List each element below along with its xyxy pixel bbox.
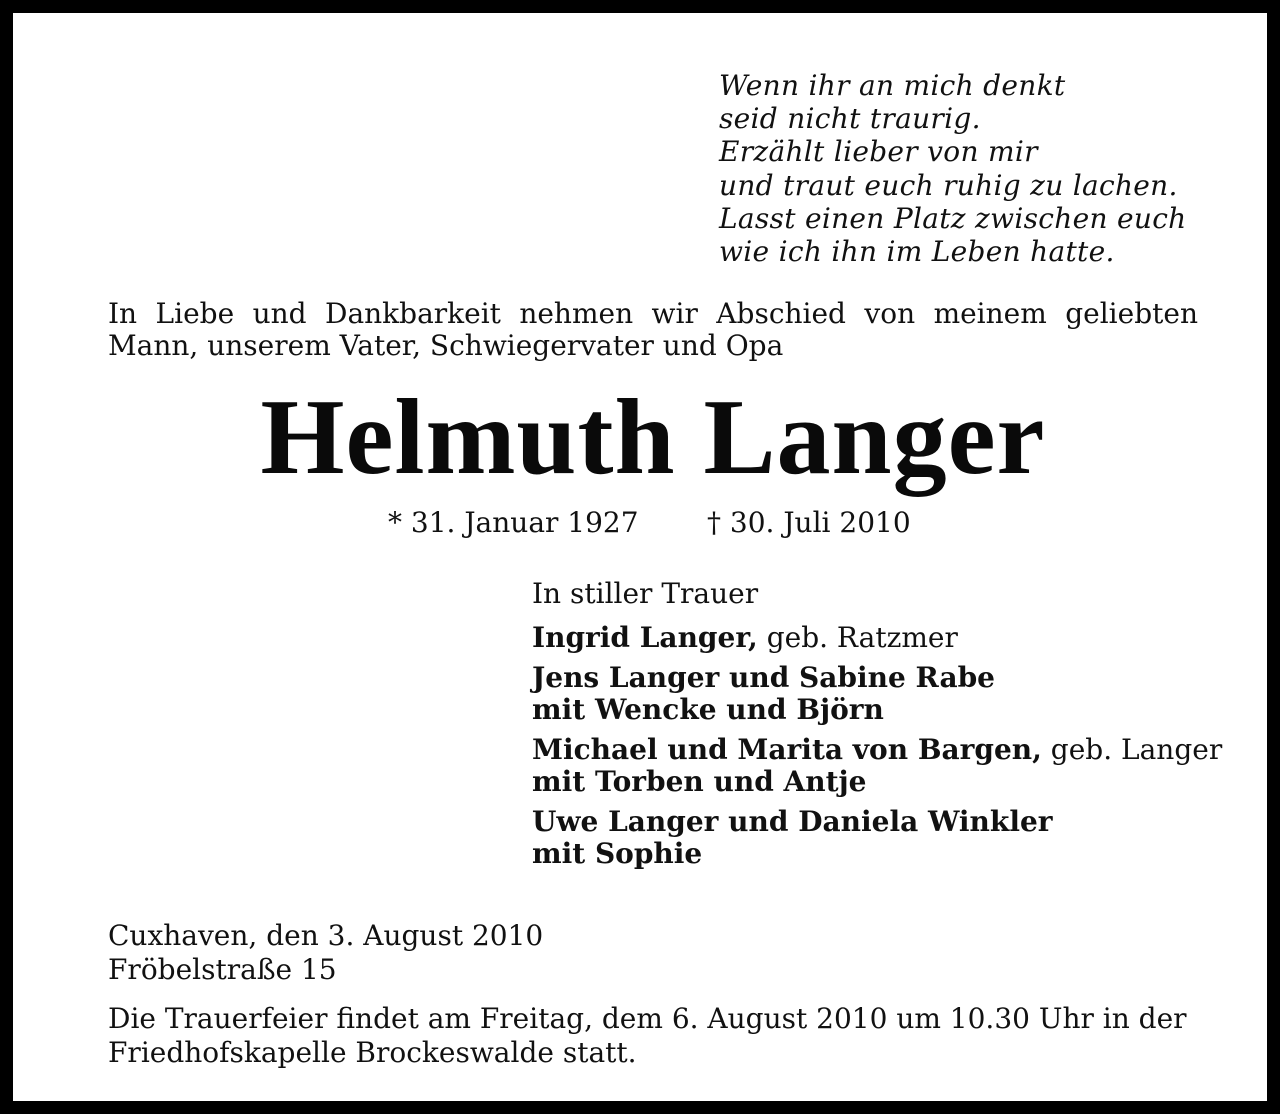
funeral-info-line-1: Die Trauerfeier findet am Freitag, dem 6. August 2010 um 10.30 Uhr in der [108, 1002, 1187, 1035]
mourner-children: mit Sophie [532, 837, 703, 870]
birth-date: * 31. Januar 1927 [388, 506, 639, 539]
mourner-name: Ingrid Langer, [532, 621, 758, 654]
mourner-entry [532, 622, 1232, 654]
mourners-list [532, 576, 1232, 878]
mourner-children: mit Torben und Antje [532, 765, 867, 798]
mourner-entry [532, 806, 1232, 870]
intro-line-2: Mann, unserem Vater, Schwiegervater und Opa [108, 329, 784, 362]
deceased-name: Helmuth Langer [260, 378, 1046, 497]
mourner-name: Michael und Marita von Bargen, [532, 733, 1042, 766]
mourner-maiden-name: geb. Ratzmer [757, 621, 958, 654]
mourner-line [532, 734, 1232, 766]
intro-text [108, 298, 1198, 362]
poem [719, 69, 1239, 268]
poem-line: und traut euch ruhig zu lachen. [719, 168, 1178, 202]
mourner-maiden-name: geb. Langer [1041, 733, 1223, 766]
mourner-line [532, 622, 1232, 654]
funeral-info [108, 1002, 1198, 1070]
poem-line: Lasst einen Platz zwischen euch [719, 201, 1187, 235]
city-date: Cuxhaven, den 3. August 2010 [108, 919, 544, 952]
place-and-address [108, 919, 543, 987]
mourner-name: Uwe Langer und Daniela Winkler [532, 805, 1053, 838]
death-date: † 30. Juli 2010 [707, 506, 911, 539]
mourner-children: mit Wencke und Björn [532, 693, 884, 726]
address: Fröbelstraße 15 [108, 953, 337, 986]
funeral-info-line-2: Friedhofskapelle Brockeswalde statt. [108, 1036, 637, 1069]
mourning-heading: In stiller Trauer [532, 577, 759, 610]
poem-line: wie ich ihn im Leben hatte. [719, 235, 1115, 269]
mourner-entry [532, 734, 1232, 798]
intro-line-1: In Liebe und Dankbarkeit nehmen wir Abschied von meinem geliebten [108, 297, 1198, 330]
poem-line: seid nicht traurig. [719, 102, 981, 136]
mourner-entry [532, 662, 1232, 726]
mourner-name: Jens Langer und Sabine Rabe [532, 661, 995, 694]
poem-line: Wenn ihr an mich denkt [719, 69, 1066, 102]
poem-line: Erzählt lieber von mir [719, 135, 1038, 169]
